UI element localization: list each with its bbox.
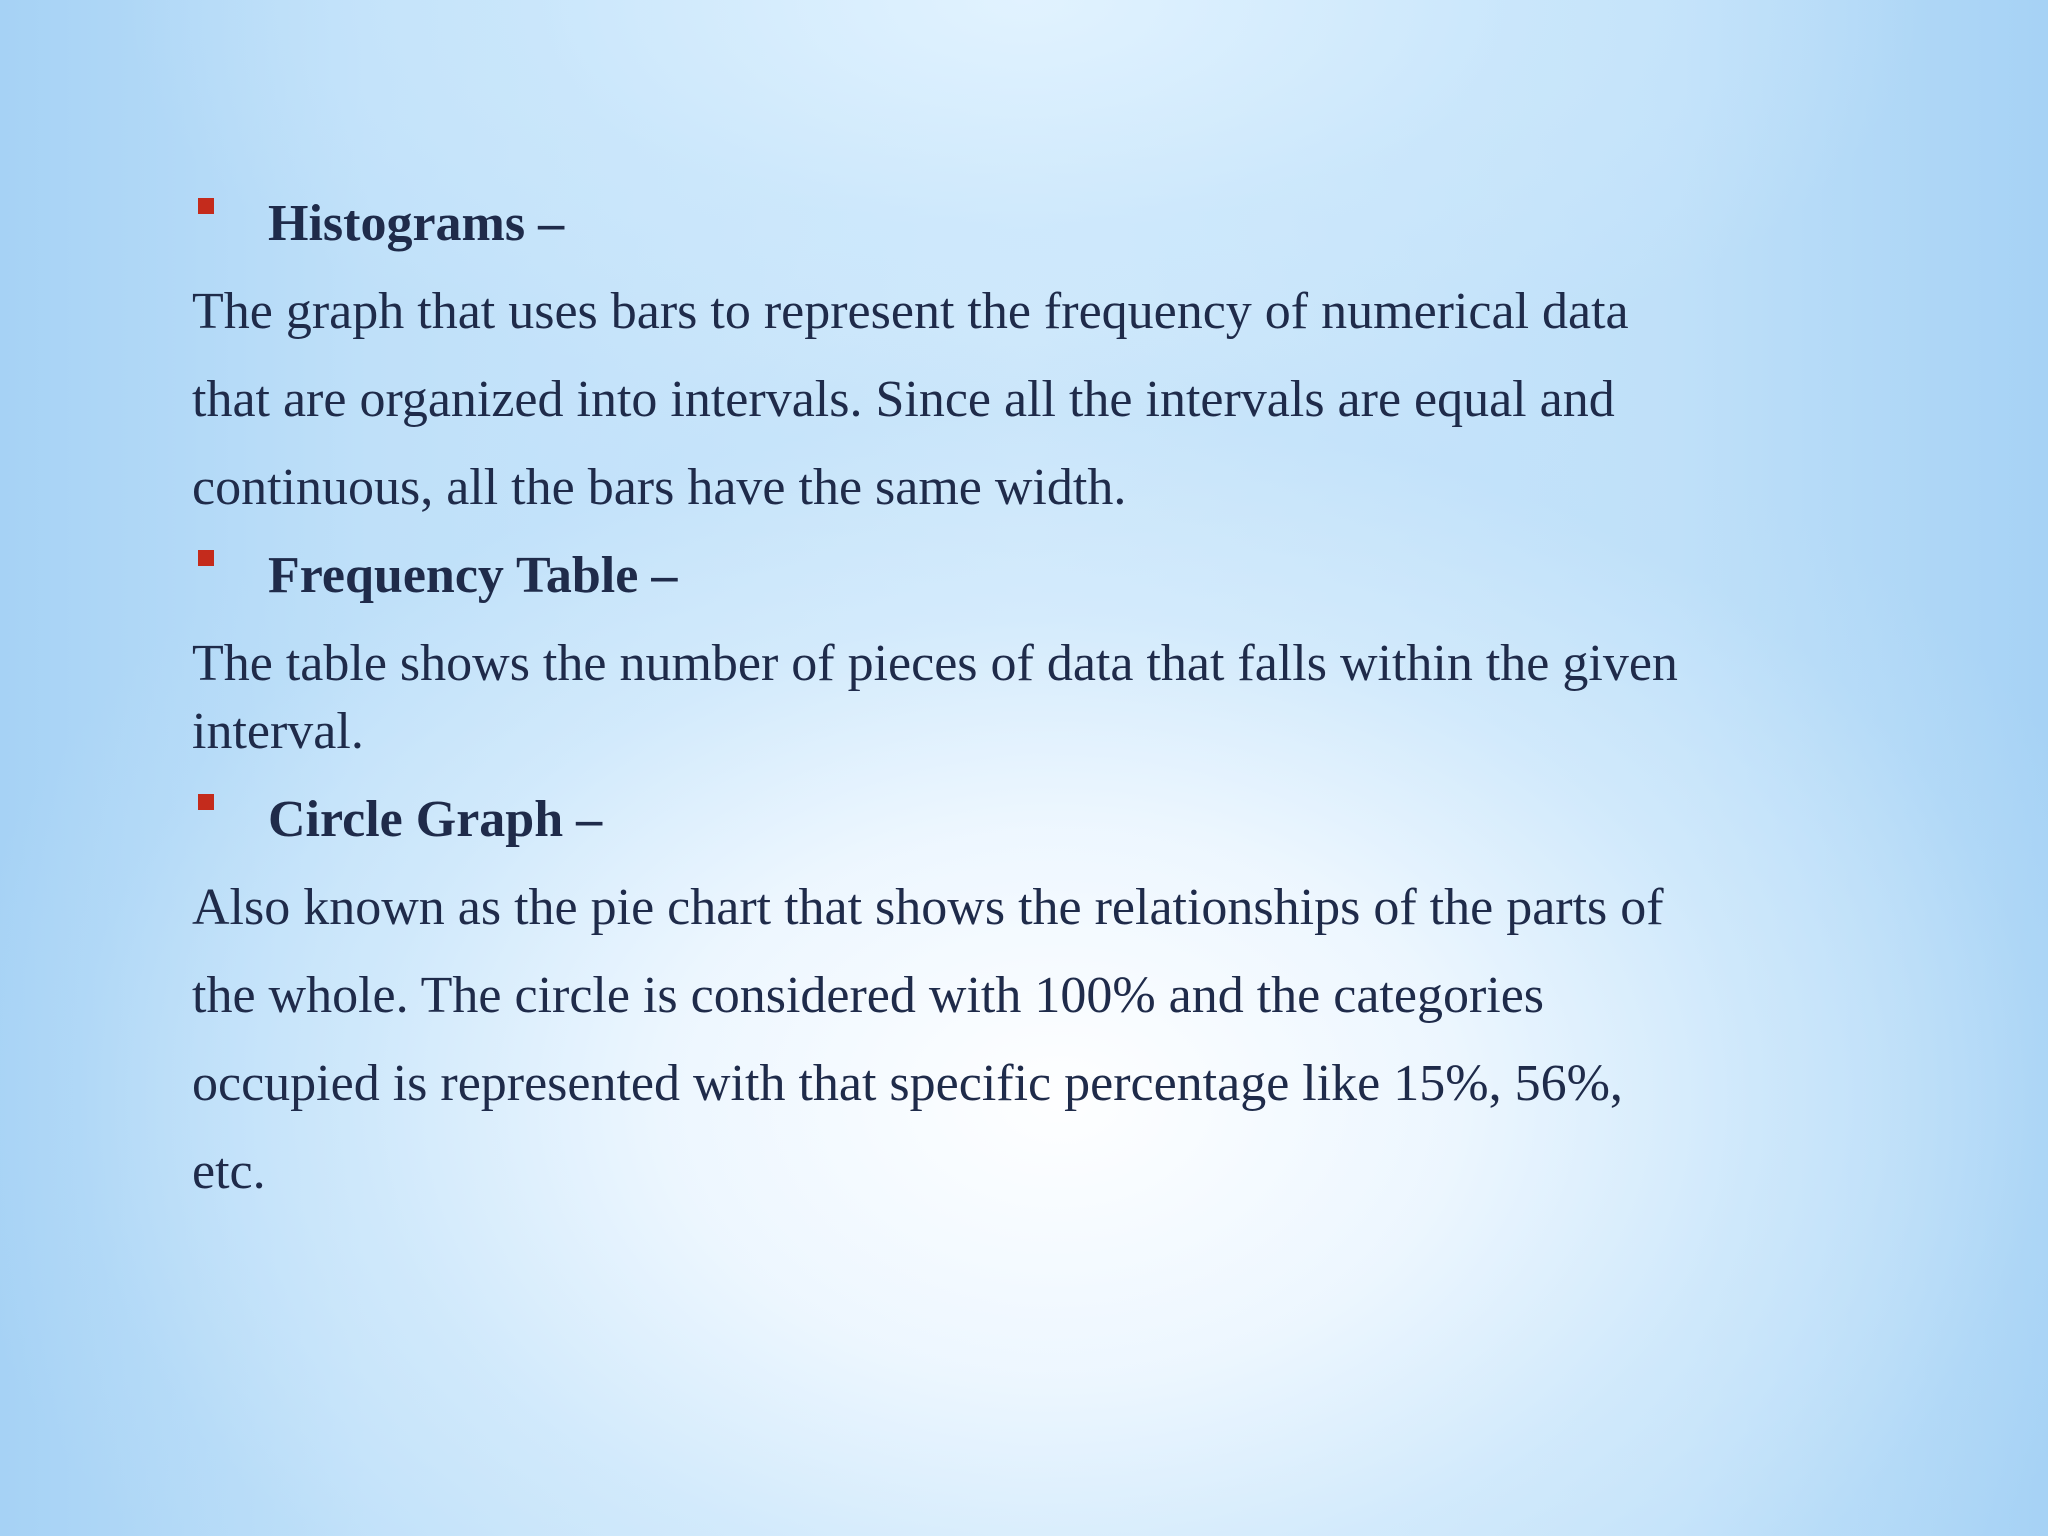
section-histograms-heading-row (192, 180, 1892, 268)
circle-graph-description-line-4: etc. (192, 1143, 266, 1200)
frequency-table-description-line-1: The table shows the number of pieces of data that falls within the given (192, 635, 1678, 692)
frequency-table-description-line-2: interval. (192, 703, 364, 760)
circle-graph-description-line-1: Also known as the pie chart that shows the relationships of the parts of (192, 879, 1664, 936)
histograms-description-line-2: that are organized into intervals. Since all the intervals are equal and (192, 371, 1615, 428)
section-heading-histograms: Histograms – (268, 195, 565, 252)
square-bullet-icon (198, 794, 214, 810)
square-bullet-icon (198, 198, 214, 214)
circle-graph-description-line-2: the whole. The circle is considered with 100% and the categories (192, 967, 1545, 1024)
histograms-description-line-3: continuous, all the bars have the same width. (192, 459, 1127, 516)
histograms-description-line-1: The graph that uses bars to represent the frequency of numerical data (192, 283, 1629, 340)
section-frequency-table-heading-row (192, 532, 1892, 620)
section-circle-graph-heading-row (192, 776, 1892, 864)
frequency-table-description (192, 630, 1892, 766)
slide-content (192, 180, 1892, 1216)
circle-graph-description-line-3: occupied is represented with that specific percentage like 15%, 56%, (192, 1055, 1623, 1112)
section-heading-frequency-table: Frequency Table – (268, 547, 678, 604)
section-heading-circle-graph: Circle Graph – (268, 791, 603, 848)
square-bullet-icon (198, 550, 214, 566)
